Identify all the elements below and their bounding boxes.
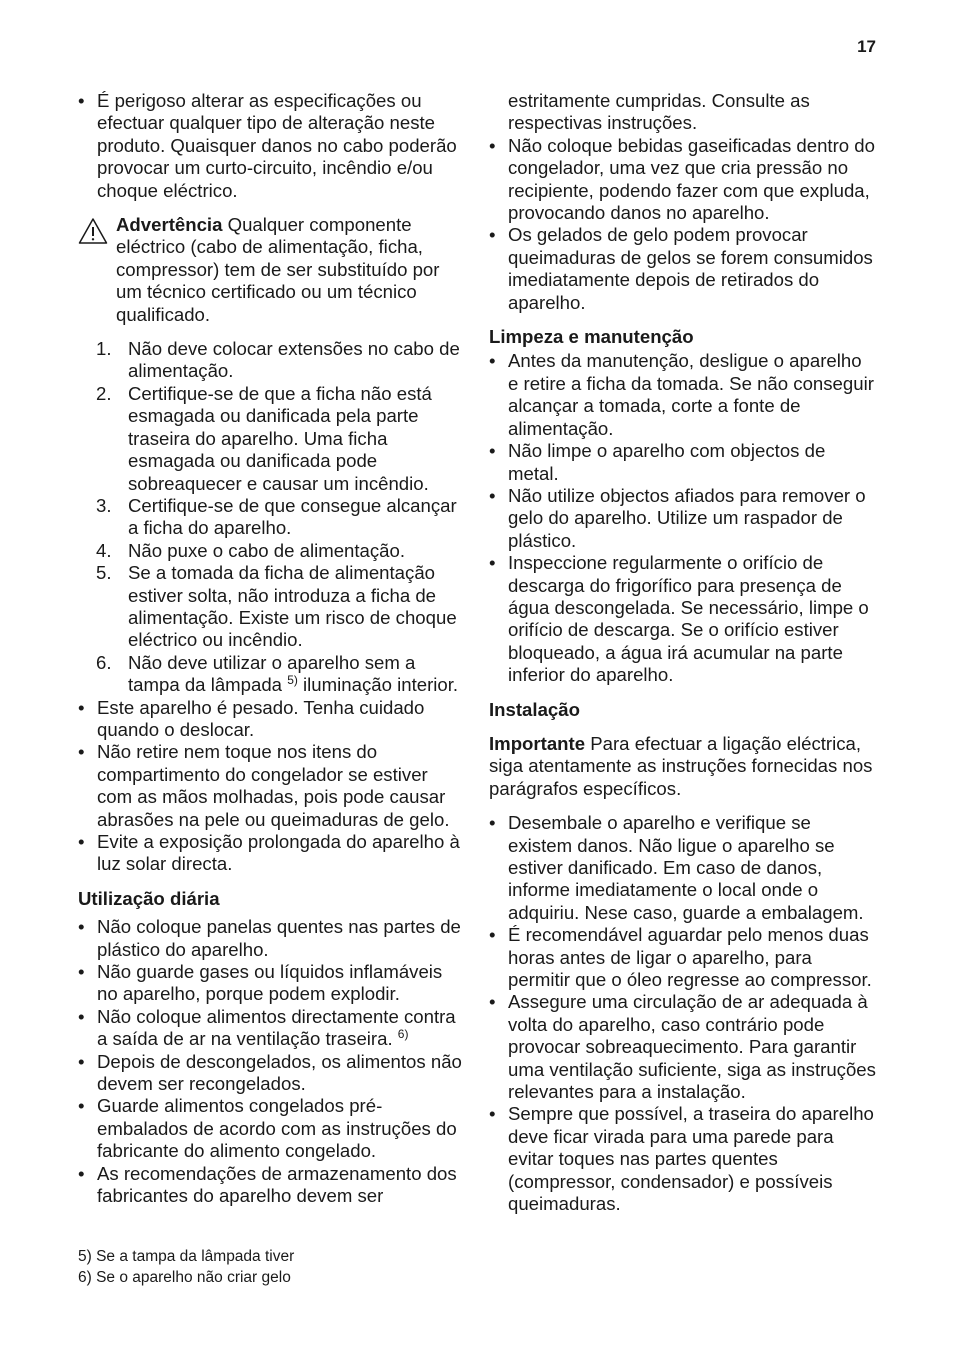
list-item: • As recomendações de armazenamento dos fabricantes do aparelho devem ser <box>78 1163 466 1208</box>
safety-bullet-list <box>78 697 466 876</box>
section-heading-daily-use: Utilização diária <box>78 887 220 909</box>
numbered-list <box>78 338 466 697</box>
list-item: • Sempre que possível, a traseira do aparelho deve ficar virada para uma parede para evitar toques nas partes quentes (compressor, condensador) e possíveis queimaduras. <box>489 1103 877 1215</box>
numbered-item: 2. Certifique-se de que a ficha não está esmagada ou danificada pela parte traseira do aparelho. Uma ficha esmagada ou danificada pode sobreaquecer e causar um incêndio. <box>96 382 432 494</box>
list-item: • Assegure uma circulação de ar adequada à volta do aparelho, caso contrário pode provocar sobreaquecimento. Para garantir uma ventilação suficiente, siga as instruções relevantes para a instalação. <box>489 991 877 1103</box>
list-item: • Não coloque alimentos directamente contra a saída de ar na ventilação traseira. $^{6)}$ <box>78 1006 466 1051</box>
list-item: • Não coloque panelas quentes nas partes de plástico do aparelho. <box>78 916 466 961</box>
footnote-ref: 5) <box>287 673 298 688</box>
list-item: • Os gelados de gelo podem provocar queimaduras de gelos se forem consumidos imediatamente depois de retirados do aparelho. <box>489 224 877 314</box>
daily-use-bullet-list <box>78 916 466 1207</box>
numbered-item: 1. Não deve colocar extensões no cabo de alimentação. <box>96 338 460 382</box>
section-heading-installation: Instalação <box>489 698 580 720</box>
list-item: • É recomendável aguardar pelo menos duas horas antes de ligar o aparelho, para permitir que o óleo regresse ao compressor. <box>489 924 877 991</box>
important-label: Importante <box>489 732 586 754</box>
left-column <box>78 90 466 1208</box>
important-note: Importante Para efectuar a ligação eléctrica, siga atentamente as instruções fornecidas nos parágrafos específicos. <box>489 732 873 799</box>
numbered-item: 3. Certifique-se de que consegue alcançar a ficha do aparelho. <box>96 494 457 539</box>
list-item: estritamente cumpridas. Consulte as respectivas instruções. <box>508 90 810 134</box>
right-column <box>489 90 877 1216</box>
warning-label: Advertência <box>116 214 223 236</box>
list-item: • Depois de descongelados, os alimentos não devem ser recongelados. <box>78 1051 466 1096</box>
numbered-item: 6. Não deve utilizar o aparelho sem a tampa da lâmpada $^{5)}$ iluminação interior. <box>96 651 459 696</box>
list-item: • Não utilize objectos afiados para remover o gelo do aparelho. Utilize um raspador de plástico. <box>489 485 877 552</box>
list-item: • Não limpe o aparelho com objectos de metal. <box>489 440 877 485</box>
warning-block <box>78 214 466 326</box>
list-item: • Inspeccione regularmente o orifício de descarga do frigorífico para presença de água descongelada. Se necessário, limpe o orifício de descarga. Se o orifício estiver bloqueado, a água irá acumular na parte inferior do aparelho. <box>489 552 877 686</box>
numbered-item: 4. Não puxe o cabo de alimentação. <box>96 539 406 561</box>
list-item: • Não coloque bebidas gaseificadas dentro do congelador, uma vez que cria pressão no recipiente, podendo fazer com que expluda, provocando danos no aparelho. <box>489 135 877 225</box>
list-item: • Antes da manutenção, desligue o aparelho e retire a ficha da tomada. Se não conseguir alcançar a tomada, corte a fonte de alimentação. <box>489 350 877 440</box>
footnotes <box>78 1246 294 1288</box>
page-number: 17 <box>857 37 876 56</box>
list-item: • Este aparelho é pesado. Tenha cuidado quando o deslocar. <box>78 697 466 742</box>
list-item: • Desembale o aparelho e verifique se existem danos. Não ligue o aparelho se estiver danificado. Em caso de danos, informe imediatamente o local onde o adquiriu. Nese caso, guarde a embalagem. <box>489 812 877 924</box>
footnote-5: 5) Se a tampa da lâmpada tiver <box>78 1248 295 1265</box>
list-item: • Evite a exposição prolongada do aparelho à luz solar directa. <box>78 831 466 876</box>
list-item: • Não retire nem toque nos itens do compartimento do congelador se estiver com as mãos molhadas, pois pode causar abrasões na pele ou queimaduras de gelo. <box>78 741 466 831</box>
list-item: • Não guarde gases ou líquidos inflamáveis no aparelho, porque podem explodir. <box>78 961 466 1006</box>
numbered-item: 5. Se a tomada da ficha de alimentação estiver solta, não introduza a ficha de alimentação. Existe um risco de choque eléctrico ou incêndio. <box>96 562 457 651</box>
warning-text: Qualquer componente eléctrico (cabo de alimentação, ficha, compressor) tem de ser substituído por um técnico certificado ou um técnico qualificado. <box>116 214 440 325</box>
daily-use-bullet-list-continued <box>489 90 877 314</box>
safety-bullet-list <box>78 90 466 202</box>
installation-bullet-list <box>489 812 877 1215</box>
warning-triangle-icon <box>78 217 108 245</box>
footnote-ref: 6) <box>397 1027 409 1042</box>
cleaning-bullet-list <box>489 350 877 686</box>
list-item: • É perigoso alterar as especificações ou efectuar qualquer tipo de alteração neste produto. Quaisquer danos no cabo poderão provocar um curto-circuito, incêndio e/ou choque eléctrico. <box>78 90 466 202</box>
list-item: • Guarde alimentos congelados pré-embalados de acordo com as instruções do fabricante do alimento congelado. <box>78 1095 466 1162</box>
section-heading-cleaning: Limpeza e manutenção <box>489 326 694 348</box>
footnote-6: 6) Se o aparelho não criar gelo <box>78 1269 291 1286</box>
